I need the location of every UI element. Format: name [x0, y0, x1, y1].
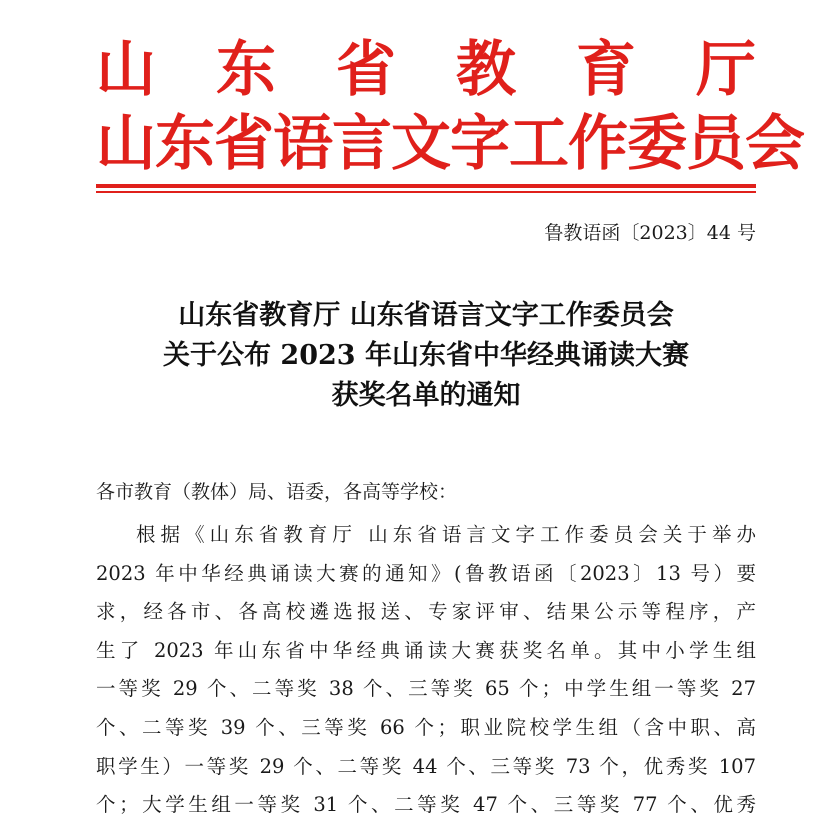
document-title [96, 296, 756, 416]
header-divider-thick [96, 184, 756, 188]
body-line: 2023 年中华经典诵读大赛的通知》(鲁教语函〔2023〕13 号）要 [96, 561, 756, 585]
issuer-char: 教 [456, 35, 516, 105]
issuer-char: 育 [576, 35, 636, 105]
body-line: 根据《山东省教育厅 山东省语言文字工作委员会关于举办 [136, 523, 756, 546]
title-line: 山东省教育厅 山东省语言文字工作委员会 [178, 300, 674, 331]
issuer-char: 东 [216, 35, 276, 105]
issuer-header-line-1 [96, 35, 756, 105]
issuer-char: 省 [336, 35, 396, 105]
body-line: 个；大学生组一等奖 31 个、二等奖 47 个、三等奖 77 个、优秀 [96, 793, 756, 817]
body-line: 生了 2023 年山东省中华经典诵读大赛获奖名单。其中小学生组 [96, 638, 756, 662]
body-line: 职学生）一等奖 29 个、二等奖 44 个、三等奖 73 个，优秀奖 107 [96, 754, 756, 778]
header-divider-thin [96, 191, 756, 193]
salutation: 各市教育（教体）局、语委，各高等学校： [96, 481, 458, 503]
body-line: 个、二等奖 39 个、三等奖 66 个；职业院校学生组（含中职、高 [96, 715, 756, 739]
title-line: 关于公布 2023 年山东省中华经典诵读大赛 [163, 340, 689, 371]
body-line: 求，经各市、各高校遴选报送、专家评审、结果公示等程序，产 [96, 600, 756, 624]
issuer-char: 山 [96, 35, 156, 105]
title-line: 获奖名单的通知 [331, 380, 521, 411]
body-paragraph [96, 516, 756, 825]
body-line: 一等奖 29 个、二等奖 38 个、三等奖 65 个；中学生组一等奖 27 [96, 677, 756, 701]
issuer-header-line-2: 山东省语言文字工作委员会 [96, 109, 804, 179]
issuer-char: 厅 [696, 35, 756, 105]
document-number: 鲁教语函〔2023〕44 号 [544, 222, 756, 244]
